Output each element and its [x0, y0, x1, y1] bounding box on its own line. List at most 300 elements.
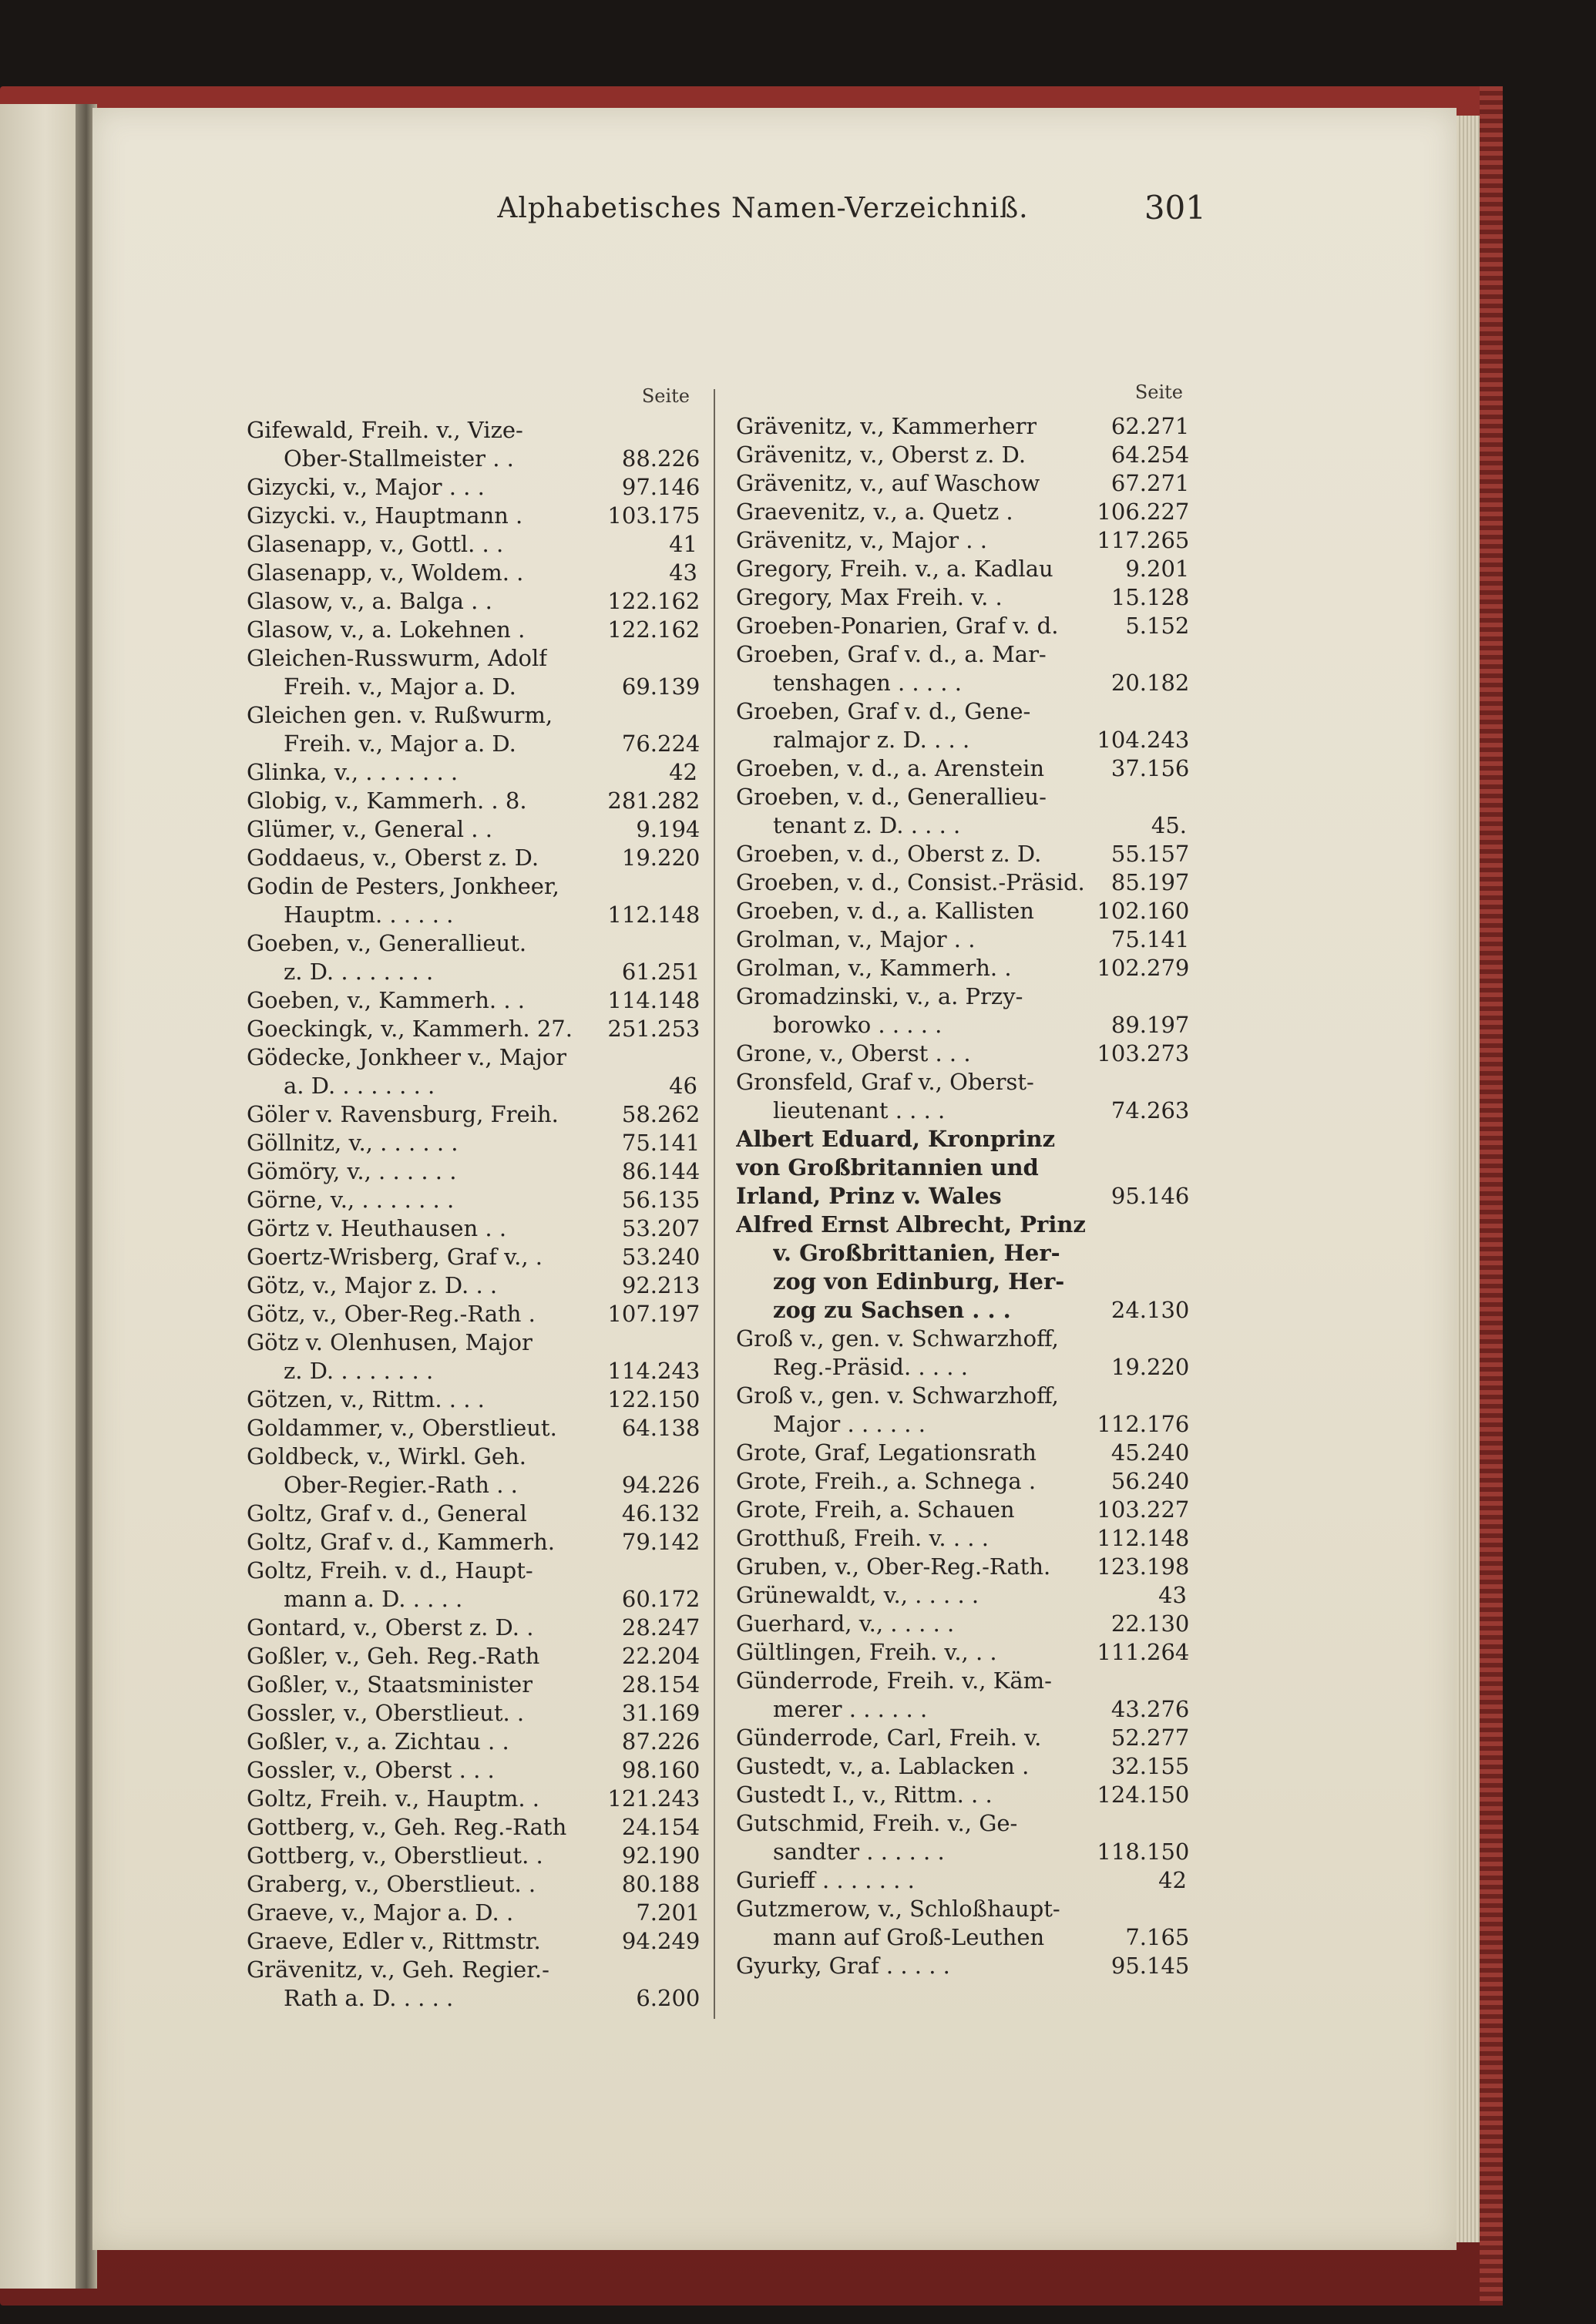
index-entry [736, 754, 1190, 783]
entry-page: 194 [657, 816, 701, 842]
index-entry [736, 697, 1187, 726]
entry-volume: 75. [621, 1130, 657, 1156]
index-entry [247, 1300, 701, 1328]
entry-volume: 52. [1110, 1725, 1147, 1751]
entry-page: 279 [1147, 955, 1190, 981]
entry-page: 282 [657, 788, 701, 814]
index-entry [247, 701, 697, 730]
entry-volume: 117. [1097, 527, 1147, 553]
index-entry [736, 1923, 1190, 1952]
entry-page: 135 [657, 1187, 701, 1213]
entry-name: Glasow, v., a. Lokehnen . [247, 616, 526, 643]
entry-name: Gontard, v., Oberst z. D. . [247, 1614, 534, 1641]
entry-name: Groeben, Graf v. d., a. Mar- [736, 641, 1047, 667]
entry-page: 141 [1147, 926, 1190, 952]
entry-name: Gizycki. v., Hauptmann . [247, 502, 523, 529]
entry-volume: 19. [621, 845, 657, 871]
index-entry [247, 1357, 701, 1385]
index-entry [247, 1385, 701, 1414]
entry-name: Groeben, v. d., Consist.-Präsid. [736, 869, 1085, 895]
entry-name: Grävenitz, v., Oberst z. D. [736, 442, 1026, 468]
entry-volume: 112. [607, 902, 657, 928]
entry-volume: 58. [621, 1101, 657, 1127]
entry-volume: 114. [607, 1358, 657, 1384]
entry-name: ralmajor z. D. . . . [773, 727, 970, 753]
index-entry [736, 1838, 1190, 1866]
index-entry [247, 502, 701, 530]
entry-volume: 6. [636, 1985, 657, 2011]
index-entry [736, 1809, 1187, 1838]
index-entry [247, 416, 697, 445]
entry-page: 201 [657, 1899, 701, 1926]
entry-page: 182 [1147, 670, 1190, 696]
index-entry [736, 897, 1190, 925]
entry-page: 201 [1147, 556, 1190, 582]
entry-volume: 43. [1110, 1696, 1147, 1722]
index-entry [736, 1752, 1190, 1781]
entry-page: 160 [657, 1757, 701, 1783]
index-entry [247, 815, 701, 844]
entry-volume: 98. [621, 1757, 657, 1783]
entry-name: Graeve, v., Major a. D. . [247, 1899, 514, 1926]
entry-page: 188 [657, 1871, 701, 1897]
entry-page: 226 [657, 445, 701, 472]
entry-name: Albert Eduard, Kronprinz [736, 1126, 1056, 1152]
entry-volume: 31. [621, 1700, 657, 1726]
entry-page: 240 [1147, 1468, 1190, 1494]
entry-volume: 97. [621, 474, 657, 500]
index-entry [247, 1271, 701, 1300]
entry-name: Globig, v., Kammerh. . 8. [247, 788, 527, 814]
entry-name: Gustedt, v., a. Lablacken . [736, 1753, 1030, 1779]
entry-name: Gossler, v., Oberstlieut. . [247, 1700, 525, 1726]
index-entry [247, 1642, 701, 1671]
index-entry [736, 1866, 1187, 1895]
entry-page: 43 [1158, 1582, 1187, 1608]
index-entry [736, 1211, 1187, 1239]
index-entry [247, 1157, 701, 1186]
entry-name: Irland, Prinz v. Wales [736, 1183, 1002, 1209]
index-entry [736, 498, 1190, 526]
entry-page: 243 [1147, 727, 1190, 753]
entry-name: Goldbeck, v., Wirkl. Geh. [247, 1443, 526, 1469]
entry-volume: 69. [621, 673, 657, 700]
entry-page: 265 [1147, 527, 1190, 553]
entry-page: 160 [1147, 898, 1190, 924]
index-entry [736, 1353, 1190, 1382]
entry-page: 162 [657, 616, 701, 643]
index-entry [247, 559, 697, 587]
entry-page: 42 [669, 759, 697, 785]
entry-name: Grone, v., Oberst . . . [736, 1040, 971, 1066]
entry-volume: 95. [1110, 1183, 1147, 1209]
entry-name: Götz, v., Major z. D. . . [247, 1272, 498, 1298]
index-entry [736, 1268, 1187, 1296]
entry-name: Gurieff . . . . . . . [736, 1867, 915, 1893]
index-entry [736, 1296, 1190, 1325]
entry-volume: 86. [621, 1158, 657, 1184]
entry-name: Rath a. D. . . . . [284, 1985, 454, 2011]
index-entry [736, 1467, 1190, 1496]
index-entry [736, 726, 1190, 754]
entry-page: 207 [657, 1215, 701, 1241]
entry-name: Glinka, v., . . . . . . . [247, 759, 459, 785]
entry-page: 240 [657, 1244, 701, 1270]
entry-page: 42 [1158, 1867, 1187, 1893]
entry-volume: 19. [1110, 1354, 1147, 1380]
entry-name: Gizycki, v., Major . . . [247, 474, 485, 500]
entry-name: tenshagen . . . . . [773, 670, 962, 696]
entry-page: 128 [1147, 584, 1190, 610]
index-entry [247, 1528, 701, 1557]
entry-page: 190 [657, 1842, 701, 1869]
entry-page: 150 [1147, 1782, 1190, 1808]
entry-name: Göler v. Ravensburg, Freih. [247, 1101, 559, 1127]
entry-name: Gutschmid, Freih. v., Ge- [736, 1810, 1018, 1836]
entry-name: Gödecke, Jonkheer v., Major [247, 1044, 567, 1070]
entry-volume: 74. [1110, 1097, 1147, 1123]
index-entry [247, 929, 697, 958]
entry-name: Grünewaldt, v., . . . . . [736, 1582, 979, 1608]
entry-name: Goddaeus, v., Oberst z. D. [247, 845, 539, 871]
entry-page: 249 [657, 1928, 701, 1954]
index-entry [247, 1956, 697, 1984]
entry-name: Glümer, v., General . . [247, 816, 492, 842]
index-entry [247, 1243, 701, 1271]
entry-name: Götz, v., Ober-Reg.-Rath . [247, 1301, 536, 1327]
entry-name: Ober-Stallmeister . . [284, 445, 514, 472]
entry-page: 139 [657, 673, 701, 700]
entry-name: Grote, Graf, Legationsrath [736, 1439, 1037, 1466]
entry-volume: 37. [1110, 755, 1147, 781]
entry-page: 157 [1147, 841, 1190, 867]
entry-name: Gruben, v., Ober-Reg.-Rath. [736, 1553, 1051, 1580]
entry-volume: 62. [1110, 413, 1147, 439]
entry-name: Groeben, Graf v. d., Gene- [736, 698, 1031, 724]
index-entry [247, 644, 697, 673]
entry-volume: 106. [1097, 499, 1147, 525]
index-entry [247, 1756, 701, 1785]
entry-name: Grote, Freih, a. Schauen [736, 1496, 1015, 1523]
cover-edge [1480, 86, 1503, 2306]
index-entry [736, 1781, 1190, 1809]
entry-volume: 79. [621, 1529, 657, 1555]
entry-name: Grolman, v., Major . . [736, 926, 976, 952]
entry-page: 176 [1147, 1411, 1190, 1437]
entry-volume: 53. [621, 1244, 657, 1270]
entry-page: 142 [657, 1529, 701, 1555]
entry-name: Guerhard, v., . . . . . [736, 1610, 955, 1637]
index-entry [736, 1553, 1190, 1581]
index-column-left [247, 416, 701, 2013]
entry-name: Götz v. Olenhusen, Major [247, 1329, 533, 1355]
entry-name: Groeben, v. d., a. Kallisten [736, 898, 1034, 924]
index-entry [247, 1699, 701, 1728]
entry-volume: 24. [621, 1814, 657, 1840]
index-entry [247, 1870, 701, 1899]
index-entry [247, 1671, 701, 1699]
entry-page: 172 [657, 1586, 701, 1612]
entry-name: Göllnitz, v., . . . . . . [247, 1130, 459, 1156]
entry-volume: 61. [621, 959, 657, 985]
entry-name: Gossler, v., Oberst . . . [247, 1757, 495, 1783]
entry-volume: 76. [621, 730, 657, 757]
entry-volume: 92. [621, 1842, 657, 1869]
index-entry [736, 1695, 1190, 1724]
index-entry [736, 1011, 1190, 1039]
entry-page: 148 [657, 902, 701, 928]
entry-name: Gutzmerow, v., Schloßhaupt- [736, 1896, 1060, 1922]
index-entry [247, 1728, 701, 1756]
entry-volume: 22. [1110, 1610, 1147, 1637]
entry-name: z. D. . . . . . . . [284, 1358, 434, 1384]
entry-page: 226 [657, 1728, 701, 1755]
entry-volume: 121. [607, 1785, 657, 1812]
entry-page: 150 [657, 1386, 701, 1412]
entry-volume: 122. [607, 588, 657, 614]
index-entry [247, 616, 701, 644]
entry-page: 204 [657, 1643, 701, 1669]
entry-page: 253 [657, 1016, 701, 1042]
entry-name: Ober-Regier.-Rath . . [284, 1472, 518, 1498]
entry-volume: 281. [607, 788, 657, 814]
index-column-right [736, 412, 1190, 1980]
entry-page: 198 [1147, 1553, 1190, 1580]
entry-name: Groeben, v. d., a. Arenstein [736, 755, 1045, 781]
entry-volume: 53. [621, 1215, 657, 1241]
entry-page: 213 [657, 1272, 701, 1298]
entry-name: Gleichen-Russwurm, Adolf [247, 645, 547, 671]
entry-name: Gregory, Max Freih. v. . [736, 584, 1003, 610]
index-entry [736, 811, 1187, 840]
index-entry [736, 1496, 1190, 1524]
entry-name: Alfred Ernst Albrecht, Prinz [736, 1211, 1086, 1238]
entry-volume: 55. [1110, 841, 1147, 867]
index-entry [736, 526, 1190, 555]
entry-page: 271 [1147, 470, 1190, 496]
entry-volume: 64. [621, 1415, 657, 1441]
entry-volume: 20. [1110, 670, 1147, 696]
index-entry [736, 1895, 1187, 1923]
entry-name: Groß v., gen. v. Schwarzhoff, [736, 1325, 1059, 1352]
entry-name: sandter . . . . . . [773, 1839, 945, 1865]
entry-name: Gleichen gen. v. Rußwurm, [247, 702, 553, 728]
entry-page: 169 [657, 1700, 701, 1726]
entry-page: 43 [669, 559, 697, 586]
entry-name: zog von Edinburg, Her- [773, 1268, 1065, 1295]
entry-volume: 114. [607, 987, 657, 1013]
index-entry [736, 1524, 1190, 1553]
entry-volume: 112. [1097, 1525, 1147, 1551]
entry-page: 132 [657, 1500, 701, 1526]
entry-name: Goltz, Freih. v., Hauptm. . [247, 1785, 540, 1812]
entry-name: Goltz, Freih. v. d., Haupt- [247, 1557, 533, 1583]
entry-volume: 9. [1125, 556, 1147, 582]
entry-page: 150 [1147, 1839, 1190, 1865]
index-entry [247, 986, 701, 1015]
entry-name: Groeben, v. d., Generallieu- [736, 784, 1047, 810]
index-entry [247, 1984, 701, 2013]
entry-name: Gustedt I., v., Rittm. . . [736, 1782, 993, 1808]
entry-volume: 60. [621, 1586, 657, 1612]
entry-volume: 122. [607, 616, 657, 643]
entry-volume: 15. [1110, 584, 1147, 610]
entry-volume: 87. [621, 1728, 657, 1755]
entry-page: 247 [657, 1614, 701, 1641]
entry-name: Groß v., gen. v. Schwarzhoff, [736, 1382, 1059, 1409]
index-entry [736, 1154, 1187, 1182]
index-entry [247, 1186, 701, 1214]
entry-page: 227 [1147, 1496, 1190, 1523]
entry-name: Gregory, Freih. v., a. Kadlau [736, 556, 1053, 582]
index-entry [736, 954, 1190, 982]
entry-volume: 89. [1110, 1012, 1147, 1038]
page-title: Alphabetisches Namen-Verzeichniß. [497, 193, 1029, 224]
index-entry [247, 1043, 697, 1072]
index-entry [736, 1325, 1187, 1353]
entry-name: Hauptm. . . . . . [284, 902, 454, 928]
entry-name: Godin de Pesters, Jonkheer, [247, 873, 559, 899]
entry-volume: 94. [621, 1928, 657, 1954]
entry-page: 148 [657, 987, 701, 1013]
entry-page: 162 [657, 588, 701, 614]
index-entry [247, 473, 701, 502]
index-entry [247, 530, 697, 559]
left-page-edge [0, 104, 76, 2289]
index-entry [736, 1581, 1187, 1610]
entry-volume: 45. [1110, 1439, 1147, 1466]
index-entry [247, 1785, 701, 1813]
entry-name: Graevenitz, v., a. Quetz . [736, 499, 1013, 525]
entry-page: 264 [1147, 1639, 1190, 1665]
entry-page: 145 [1147, 1953, 1190, 1979]
entry-page: 200 [657, 1985, 701, 2011]
index-entry [736, 1382, 1187, 1410]
column-header-seite-left: Seite [641, 385, 690, 407]
entry-page: 148 [1147, 1525, 1190, 1551]
index-entry [247, 901, 701, 929]
entry-volume: 9. [636, 816, 657, 842]
index-entry [736, 1638, 1190, 1667]
entry-page: 262 [657, 1101, 701, 1127]
entry-volume: 22. [621, 1643, 657, 1669]
index-entry [247, 787, 701, 815]
entry-name: Goeben, v., Kammerh. . . [247, 987, 525, 1013]
entry-volume: 75. [1110, 926, 1147, 952]
entry-page: 45. [1151, 812, 1187, 838]
index-entry [736, 555, 1190, 583]
entry-name: tenant z. D. . . . . [773, 812, 961, 838]
index-entry [247, 587, 701, 616]
index-entry [247, 1072, 697, 1100]
index-entry [736, 1952, 1190, 1980]
index-entry [247, 758, 697, 787]
index-entry [247, 1129, 701, 1157]
index-entry [247, 1328, 697, 1357]
index-entry [736, 1068, 1187, 1097]
entry-name: Freih. v., Major a. D. [284, 673, 516, 700]
entry-page: 138 [657, 1415, 701, 1441]
entry-volume: 94. [621, 1472, 657, 1498]
entry-name: Goeckingk, v., Kammerh. 27. [247, 1016, 573, 1042]
entry-name: Graeve, Edler v., Rittmstr. [247, 1928, 541, 1954]
entry-page: 276 [1147, 1696, 1190, 1722]
entry-page: 271 [1147, 413, 1190, 439]
entry-name: Goertz-Wrisberg, Graf v., . [247, 1244, 543, 1270]
entry-volume: 103. [1097, 1496, 1147, 1523]
entry-name: Grävenitz, v., Kammerherr [736, 413, 1037, 439]
entry-page: 197 [657, 1301, 701, 1327]
page-edges [1457, 116, 1480, 2242]
entry-page: 220 [657, 845, 701, 871]
entry-name: Grävenitz, v., Major . . [736, 527, 987, 553]
entry-volume: 118. [1097, 1839, 1147, 1865]
entry-name: Reg.-Präsid. . . . . [773, 1354, 968, 1380]
index-entry [247, 1015, 701, 1043]
entry-volume: 5. [1125, 613, 1147, 639]
index-entry [736, 1239, 1187, 1268]
entry-page: 251 [657, 959, 701, 985]
index-entry [736, 1039, 1190, 1068]
entry-page: 197 [1147, 869, 1190, 895]
entry-volume: 103. [1097, 1040, 1147, 1066]
entry-name: Grolman, v., Kammerh. . [736, 955, 1012, 981]
index-entry [736, 1410, 1190, 1439]
index-entry [247, 1585, 701, 1614]
entry-page: 243 [657, 1358, 701, 1384]
entry-page: 41 [669, 531, 697, 557]
entry-page: 240 [1147, 1439, 1190, 1466]
index-entry [247, 1442, 697, 1471]
index-entry [736, 1667, 1187, 1695]
index-entry [736, 669, 1190, 697]
entry-name: merer . . . . . . [773, 1696, 928, 1722]
entry-volume: 124. [1097, 1782, 1147, 1808]
entry-volume: 24. [1110, 1297, 1147, 1323]
index-entry [247, 1899, 701, 1927]
entry-volume: 56. [621, 1187, 657, 1213]
index-entry [247, 1100, 701, 1129]
index-entry [736, 612, 1190, 640]
entry-volume: 251. [607, 1016, 657, 1042]
page-number: 301 [1144, 189, 1206, 227]
entry-name: Gifewald, Freih. v., Vize- [247, 417, 523, 443]
entry-page: 263 [1147, 1097, 1190, 1123]
entry-volume: 80. [621, 1871, 657, 1897]
entry-name: Groeben, v. d., Oberst z. D. [736, 841, 1042, 867]
index-entry [247, 1557, 697, 1585]
entry-name: borowko . . . . . [773, 1012, 942, 1038]
entry-volume: 67. [1110, 470, 1147, 496]
entry-name: Goßler, v., Geh. Reg.-Rath [247, 1643, 540, 1669]
entry-page: 141 [657, 1130, 701, 1156]
entry-name: Glasenapp, v., Gottl. . . [247, 531, 504, 557]
entry-name: Goßler, v., a. Zichtau . . [247, 1728, 509, 1755]
entry-name: von Großbritannien und [736, 1154, 1039, 1180]
entry-volume: 7. [1125, 1924, 1147, 1950]
entry-page: 146 [1147, 1183, 1190, 1209]
entry-volume: 102. [1097, 898, 1147, 924]
entry-page: 277 [1147, 1725, 1190, 1751]
entry-name: Grävenitz, v., Geh. Regier.- [247, 1956, 549, 1983]
index-entry [736, 441, 1190, 469]
entry-name: Görtz v. Heuthausen . . [247, 1215, 507, 1241]
index-entry [247, 1842, 701, 1870]
index-entry [736, 1610, 1190, 1638]
entry-page: 273 [1147, 1040, 1190, 1066]
entry-volume: 95. [1110, 1953, 1147, 1979]
index-entry [247, 872, 697, 901]
